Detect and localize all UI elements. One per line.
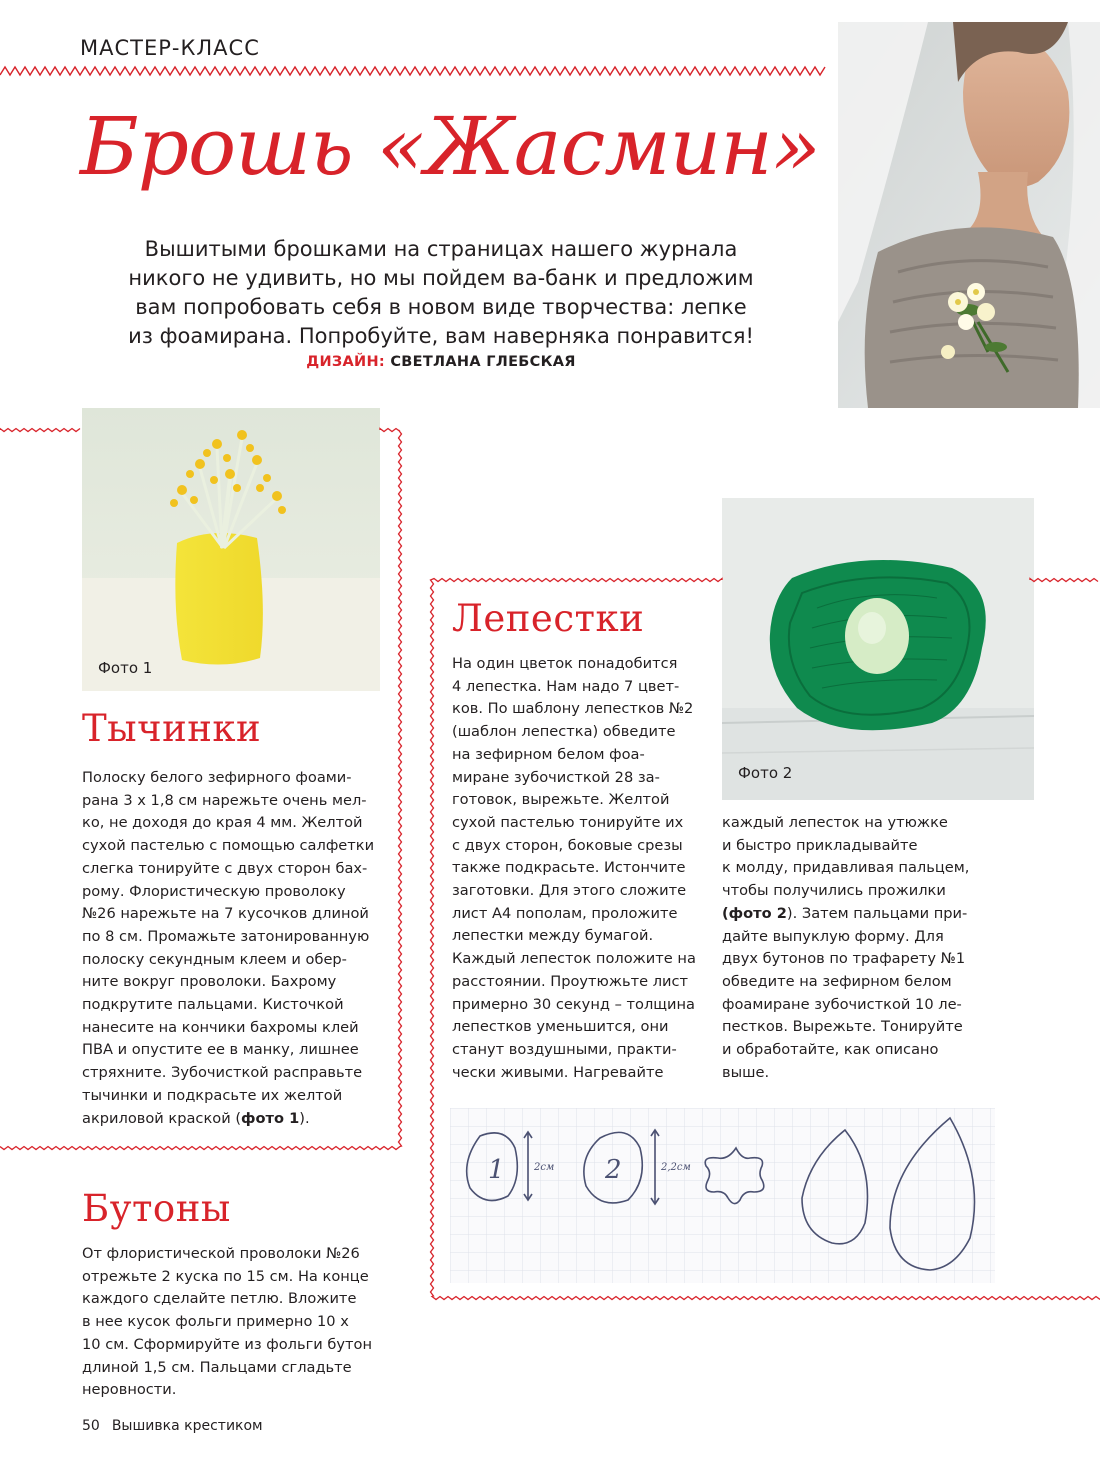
text-line: с двух сторон, боковые срезы: [452, 836, 683, 854]
text-line: стряхните. Зубочисткой расправьте: [82, 1064, 363, 1082]
text-line: сухой пастелью с помощью салфетки: [82, 837, 375, 855]
photo-stamens: [82, 408, 380, 691]
text-line: сухой пастелью тонируйте их: [452, 813, 684, 831]
text-line: лист А4 пополам, проложите: [452, 904, 678, 922]
lead-paragraph: [110, 235, 772, 351]
text-line: (шаблон лепестка) обведите: [452, 723, 676, 741]
text-line: слегка тонируйте с двух сторон бах-: [82, 859, 368, 877]
petal-templates-sketch: [450, 1108, 995, 1283]
credit-name: СВЕТЛАНА ГЛЕБСКАЯ: [390, 354, 576, 370]
text-line: чтобы получились прожилки: [722, 882, 946, 900]
lead-line: вам попробовать себя в новом виде творчества: лепке: [135, 295, 747, 319]
text-line: ков. По шаблону лепестков №2: [452, 700, 694, 718]
rubric-label: МАСТЕР-КЛАСС: [80, 36, 260, 60]
hero-photo: [838, 22, 1100, 408]
text-line: фоамиране зубочисткой 10 ле-: [722, 995, 962, 1013]
text-line: №26 нарежьте на 7 кусочков длиной: [82, 905, 369, 923]
text-line: чески живыми. Нагревайте: [452, 1063, 664, 1081]
text-line: отрежьте 2 куска по 15 см. На конце: [82, 1267, 369, 1285]
text-line: На один цветок понадобится: [452, 655, 678, 672]
text-line: 4 лепестка. Нам надо 7 цвет-: [452, 677, 680, 695]
text-line: по 8 см. Промажьте затонированную: [82, 927, 370, 945]
text-line: на зефирном белом фоа-: [452, 745, 645, 763]
section-title-stamens: Тычинки: [82, 707, 262, 750]
text-line: обведите на зефирном белом: [722, 972, 952, 990]
text-line: также подкрасьте. Истончите: [452, 859, 686, 877]
text-line: каждый лепесток на утюжке: [722, 814, 948, 831]
page-footer: [82, 1418, 263, 1434]
petals-text-col2: [722, 812, 969, 1084]
lead-line: никого не удивить, но мы пойдем ва-банк и предложим: [128, 266, 754, 290]
text-line: длиной 1,5 см. Пальцами сгладьте: [82, 1358, 352, 1376]
text-line: заготовки. Для этого сложите: [452, 882, 687, 900]
text-line: и быстро прикладывайте: [722, 836, 918, 854]
dimension-label: 2,2см: [661, 1162, 691, 1173]
section-title-petals: Лепестки: [452, 597, 645, 640]
text-line: ПВА и опустите ее в манку, лишнее: [82, 1041, 359, 1059]
dimension-label: 2см: [534, 1162, 555, 1173]
template-label-2: 2: [605, 1155, 622, 1185]
text-line: расстоянии. Проутюжьте лист: [452, 972, 689, 990]
text-line: лепестки между бумагой.: [452, 927, 654, 945]
photo-caption: Фото 1: [98, 659, 153, 677]
petals-text-col1: [452, 653, 696, 1084]
text-line: (фото 2). Затем пальцами при-: [722, 904, 968, 922]
text-line: рому. Флористическую проволоку: [82, 882, 346, 900]
text-line: ните вокруг проволоки. Бахрому: [82, 973, 337, 991]
text-line: миране зубочисткой 28 за-: [452, 768, 660, 786]
page-title: Брошь «Жасмин»: [80, 100, 820, 193]
page-number: 50: [82, 1418, 100, 1434]
template-label-1: 1: [488, 1155, 505, 1185]
magazine-name: Вышивка крестиком: [111, 1418, 263, 1434]
lead-line: Вышитыми брошками на страницах нашего журнала: [144, 237, 738, 261]
text-line: двух бутонов по трафарету №1: [722, 950, 966, 968]
photo-petal-mold: [722, 498, 1034, 800]
text-line: Каждый лепесток положите на: [452, 950, 696, 968]
text-line: каждого сделайте петлю. Вложите: [82, 1290, 357, 1308]
lead-line: из фоамирана. Попробуйте, вам наверняка понравится!: [128, 324, 754, 348]
text-line: неровности.: [82, 1381, 177, 1399]
text-line: 10 см. Сформируйте из фольги бутон: [82, 1335, 372, 1353]
text-line: и обработайте, как описано: [722, 1041, 939, 1059]
text-line: нанесите на кончики бахромы клей: [82, 1018, 359, 1036]
text-line: Полоску белого зефирного фоами-: [82, 769, 352, 786]
text-line: От флористической проволоки №26: [82, 1245, 360, 1262]
text-line: станут воздушными, практи-: [452, 1040, 677, 1058]
decorative-zigzag-line: [0, 64, 826, 78]
photo-reference: фото 1: [241, 1109, 300, 1127]
text-line: ко, не доходя до края 4 мм. Желтой: [82, 814, 363, 832]
text-line: полоску секундным клеем и обер-: [82, 950, 347, 968]
photo-caption: Фото 2: [738, 764, 793, 782]
text-line: в нее кусок фольги примерно 10 х: [82, 1313, 349, 1331]
text-line: примерно 30 секунд – толщина: [452, 995, 695, 1013]
text-line: акриловой краской (фото 1).: [82, 1109, 310, 1127]
text-line: готовок, вырежьте. Желтой: [452, 791, 670, 809]
text-line: выше.: [722, 1063, 770, 1081]
text-line: лепестков уменьшится, они: [452, 1018, 669, 1036]
text-line: пестков. Вырежьте. Тонируйте: [722, 1018, 963, 1036]
credit-label: ДИЗАЙН:: [306, 354, 385, 370]
photo-reference: фото 2: [728, 904, 787, 922]
text-line: рана 3 х 1,8 см нарежьте очень мел-: [82, 791, 367, 809]
section-title-buds: Бутоны: [82, 1187, 231, 1230]
text-line: подкрутите пальцами. Кисточкой: [82, 996, 344, 1014]
design-credit: [110, 354, 772, 370]
text-line: тычинки и подкрасьте их желтой: [82, 1086, 343, 1104]
buds-text: [82, 1243, 372, 1402]
stamens-text: [82, 767, 374, 1130]
text-line: к молду, придавливая пальцем,: [722, 859, 970, 877]
text-line: дайте выпуклую форму. Для: [722, 927, 944, 945]
